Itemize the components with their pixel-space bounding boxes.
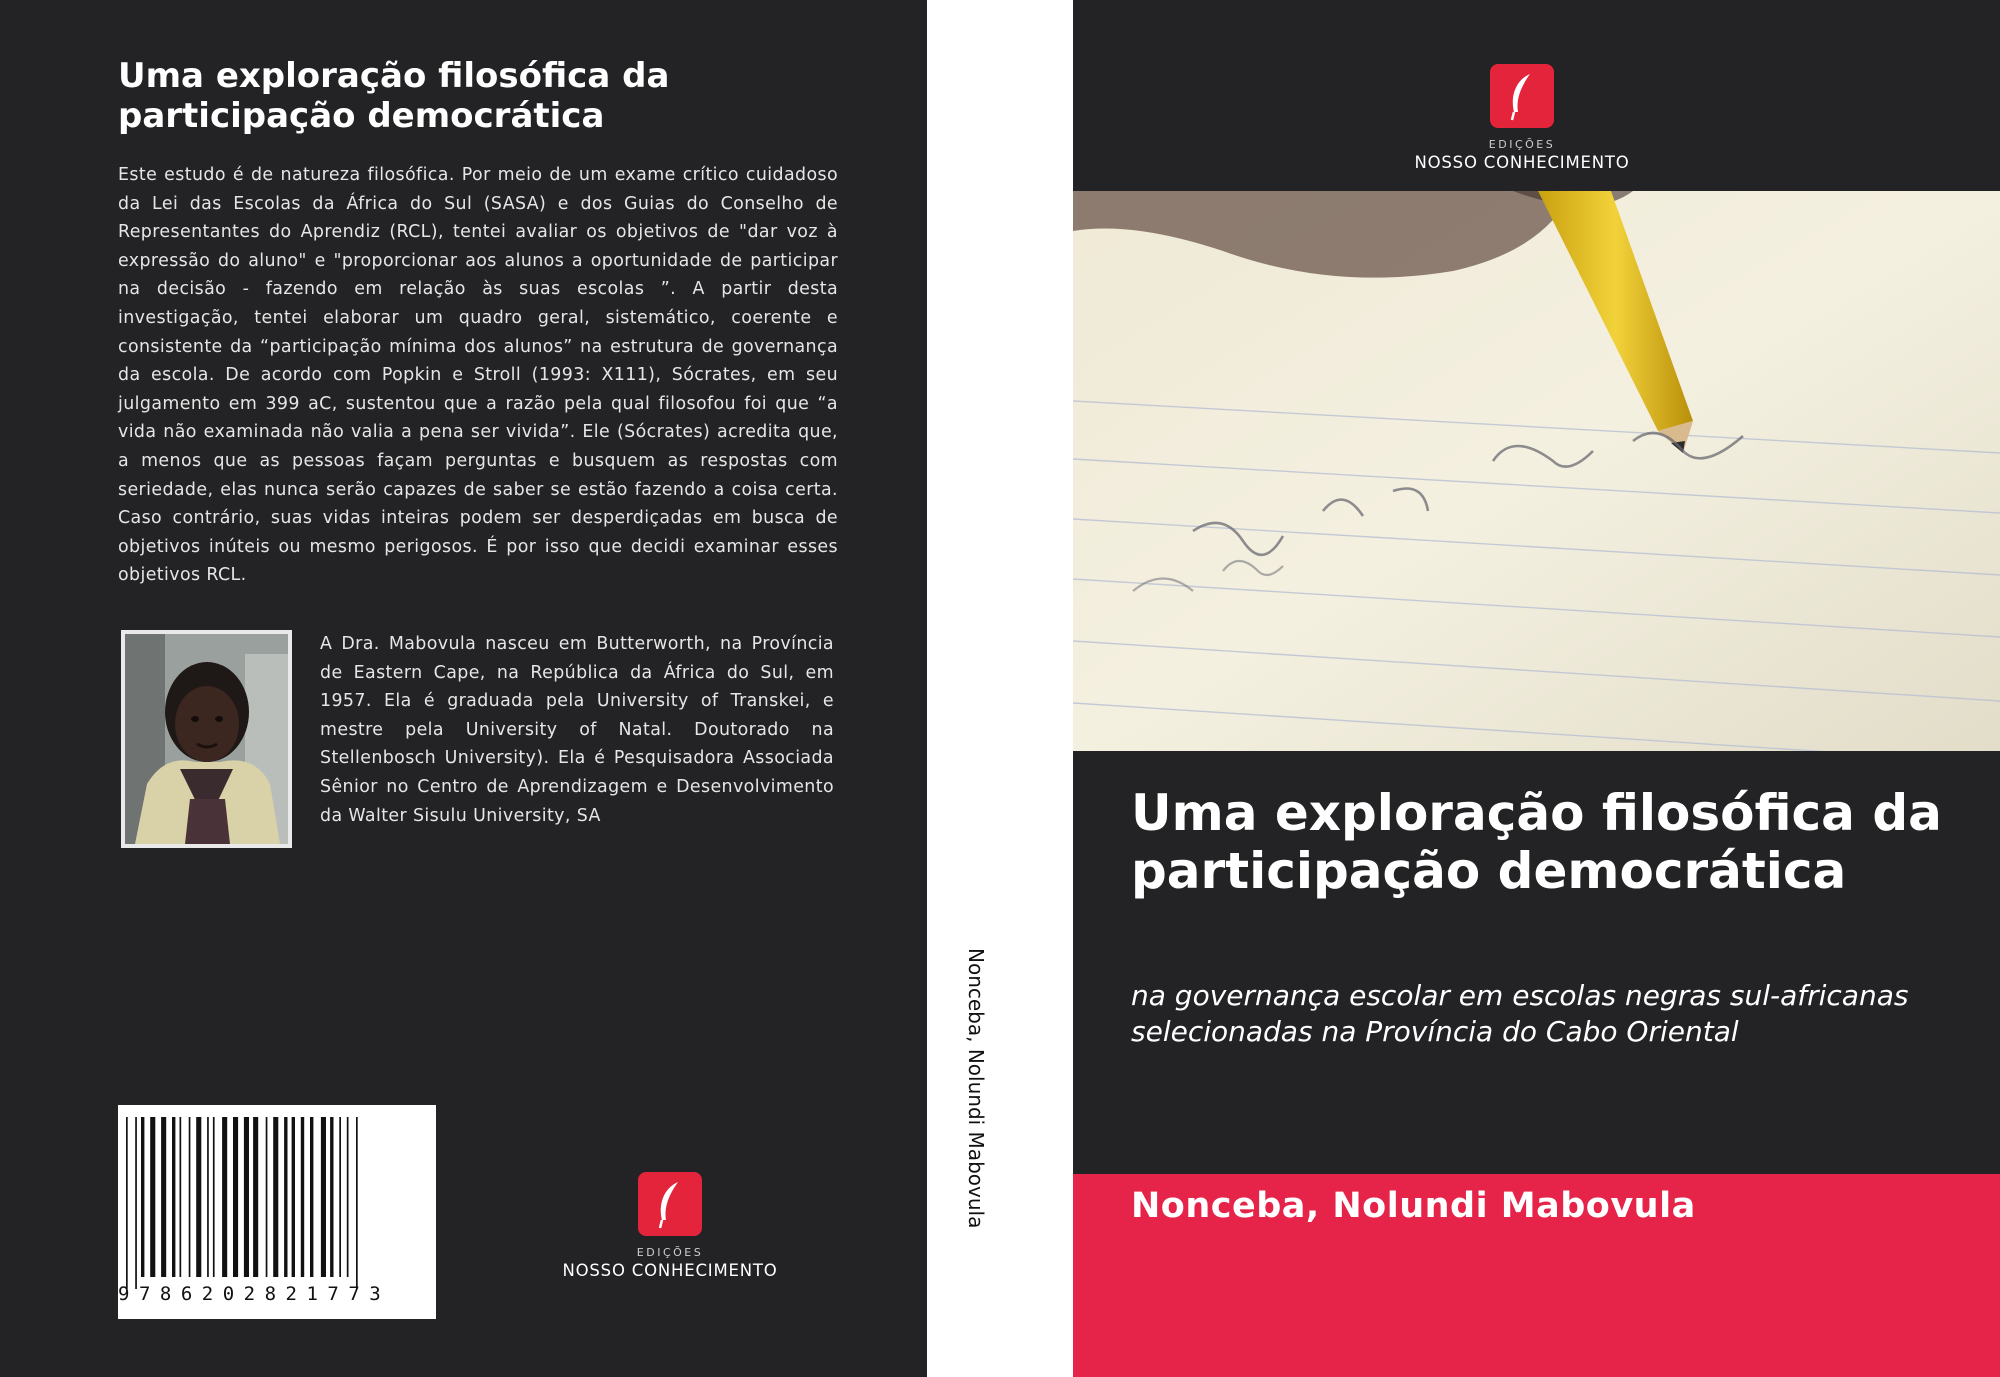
barcode-number: 9786202821773 [118, 1283, 391, 1305]
publisher-editions-label: EDIÇÕES [636, 1246, 704, 1259]
front-cover-title: Uma exploração filosófica da participação democrática [1131, 784, 1942, 900]
barcode-bar [356, 1117, 358, 1289]
front-cover-subtitle: na governança escolar em escolas negras sul-africanas selecionadas na Província do Cabo Oriental [1131, 979, 1909, 1048]
front-cover-author: Nonceba, Nolundi Mabovula [1131, 1186, 1696, 1226]
barcode-bar [339, 1117, 341, 1277]
author-band [1073, 1174, 2000, 1377]
barcode-bar [273, 1117, 278, 1277]
author-photo [121, 630, 292, 848]
barcode-bar [196, 1117, 201, 1277]
barcode-bar [310, 1117, 313, 1277]
barcode-bar [141, 1117, 144, 1277]
barcode-bar [126, 1117, 128, 1289]
barcode-bar [292, 1117, 295, 1277]
back-publisher-logo [540, 1172, 800, 1280]
publisher-name: NOSSO CONHECIMENTO [562, 1261, 778, 1280]
front-publisher-logo [1377, 64, 1667, 172]
cover-photo [1073, 191, 2000, 751]
barcode-bar [301, 1117, 304, 1277]
barcode-bar [347, 1117, 349, 1277]
barcode-bar [172, 1117, 175, 1277]
barcode-bar [213, 1117, 215, 1277]
publisher-name: NOSSO CONHECIMENTO [1414, 153, 1630, 172]
back-cover-description: Este estudo é de natureza filosófica. Por meio de um exame crítico cuidadoso da Lei das Escolas da África do Sul (SASA) e dos Guias do Conselho de Representantes do Aprendiz (RCL), tentei avaliar os objetivos de "dar voz à expressão do aluno" e "proporcionar aos alunos a oportunidade de participar na decisão - fazendo em relação às suas escolas ”. A partir desta investigação, tentei elaborar um quadro geral, sistemático, coerente e consistente da “participação mínima dos alunos” na estrutura de governança da escola. De acordo com Popkin e Stroll (1993: X111), Sócrates, em seu julgamento em 399 aC, sustentou que a razão pela qual filosofou foi que “a vida não examinada não valia a pena ser vivida”. Ele (Sócrates) acredita que, a menos que as pessoas façam perguntas e busquem as respostas com seriedade, elas nunca serão capazes de saber se estão fazendo a coisa certa. Caso contrário, suas vidas inteiras podem ser desperdiçadas em busca de objetivos inúteis ou mesmo perigosos. É por isso que decidi examinar esses objetivos RCL. [118, 165, 838, 586]
barcode-bar [222, 1117, 227, 1277]
barcode-bar [150, 1117, 155, 1277]
barcode-bar [253, 1117, 258, 1277]
barcode-bar [284, 1117, 287, 1277]
pencil-writing-image [1073, 191, 2000, 751]
feather-quill-icon [1490, 64, 1554, 128]
spine-author: Nonceba, Nolundi Mabovula [964, 948, 988, 1229]
barcode-bar [161, 1117, 166, 1277]
barcode-bar [244, 1117, 249, 1277]
barcode-bar [233, 1117, 238, 1277]
barcode-bar [321, 1117, 326, 1277]
back-cover-title: Uma exploração filosófica da participação democrática [118, 56, 670, 136]
feather-quill-icon [638, 1172, 702, 1236]
publisher-editions-label: EDIÇÕES [1488, 138, 1556, 151]
barcode-bar [266, 1117, 268, 1277]
spine [927, 0, 1072, 1377]
author-portrait-image [125, 634, 288, 844]
barcode-bar [330, 1117, 333, 1277]
author-bio: A Dra. Mabovula nasceu em Butterworth, na Província de Eastern Cape, na República da África do Sul, em 1957. Ela é graduada pela University of Transkei, e mestre pela University of Natal. Doutorado na Stellenbosch University). Ela é Pesquisadora Associada Sênior no Centro de Aprendizagem e Desenvolvimento da Walter Sisulu University, SA [320, 634, 834, 826]
barcode-bar [135, 1117, 137, 1289]
barcode-bar [189, 1117, 191, 1277]
barcode-bar [180, 1117, 182, 1277]
barcode-bar [207, 1117, 209, 1277]
barcode [118, 1105, 436, 1319]
